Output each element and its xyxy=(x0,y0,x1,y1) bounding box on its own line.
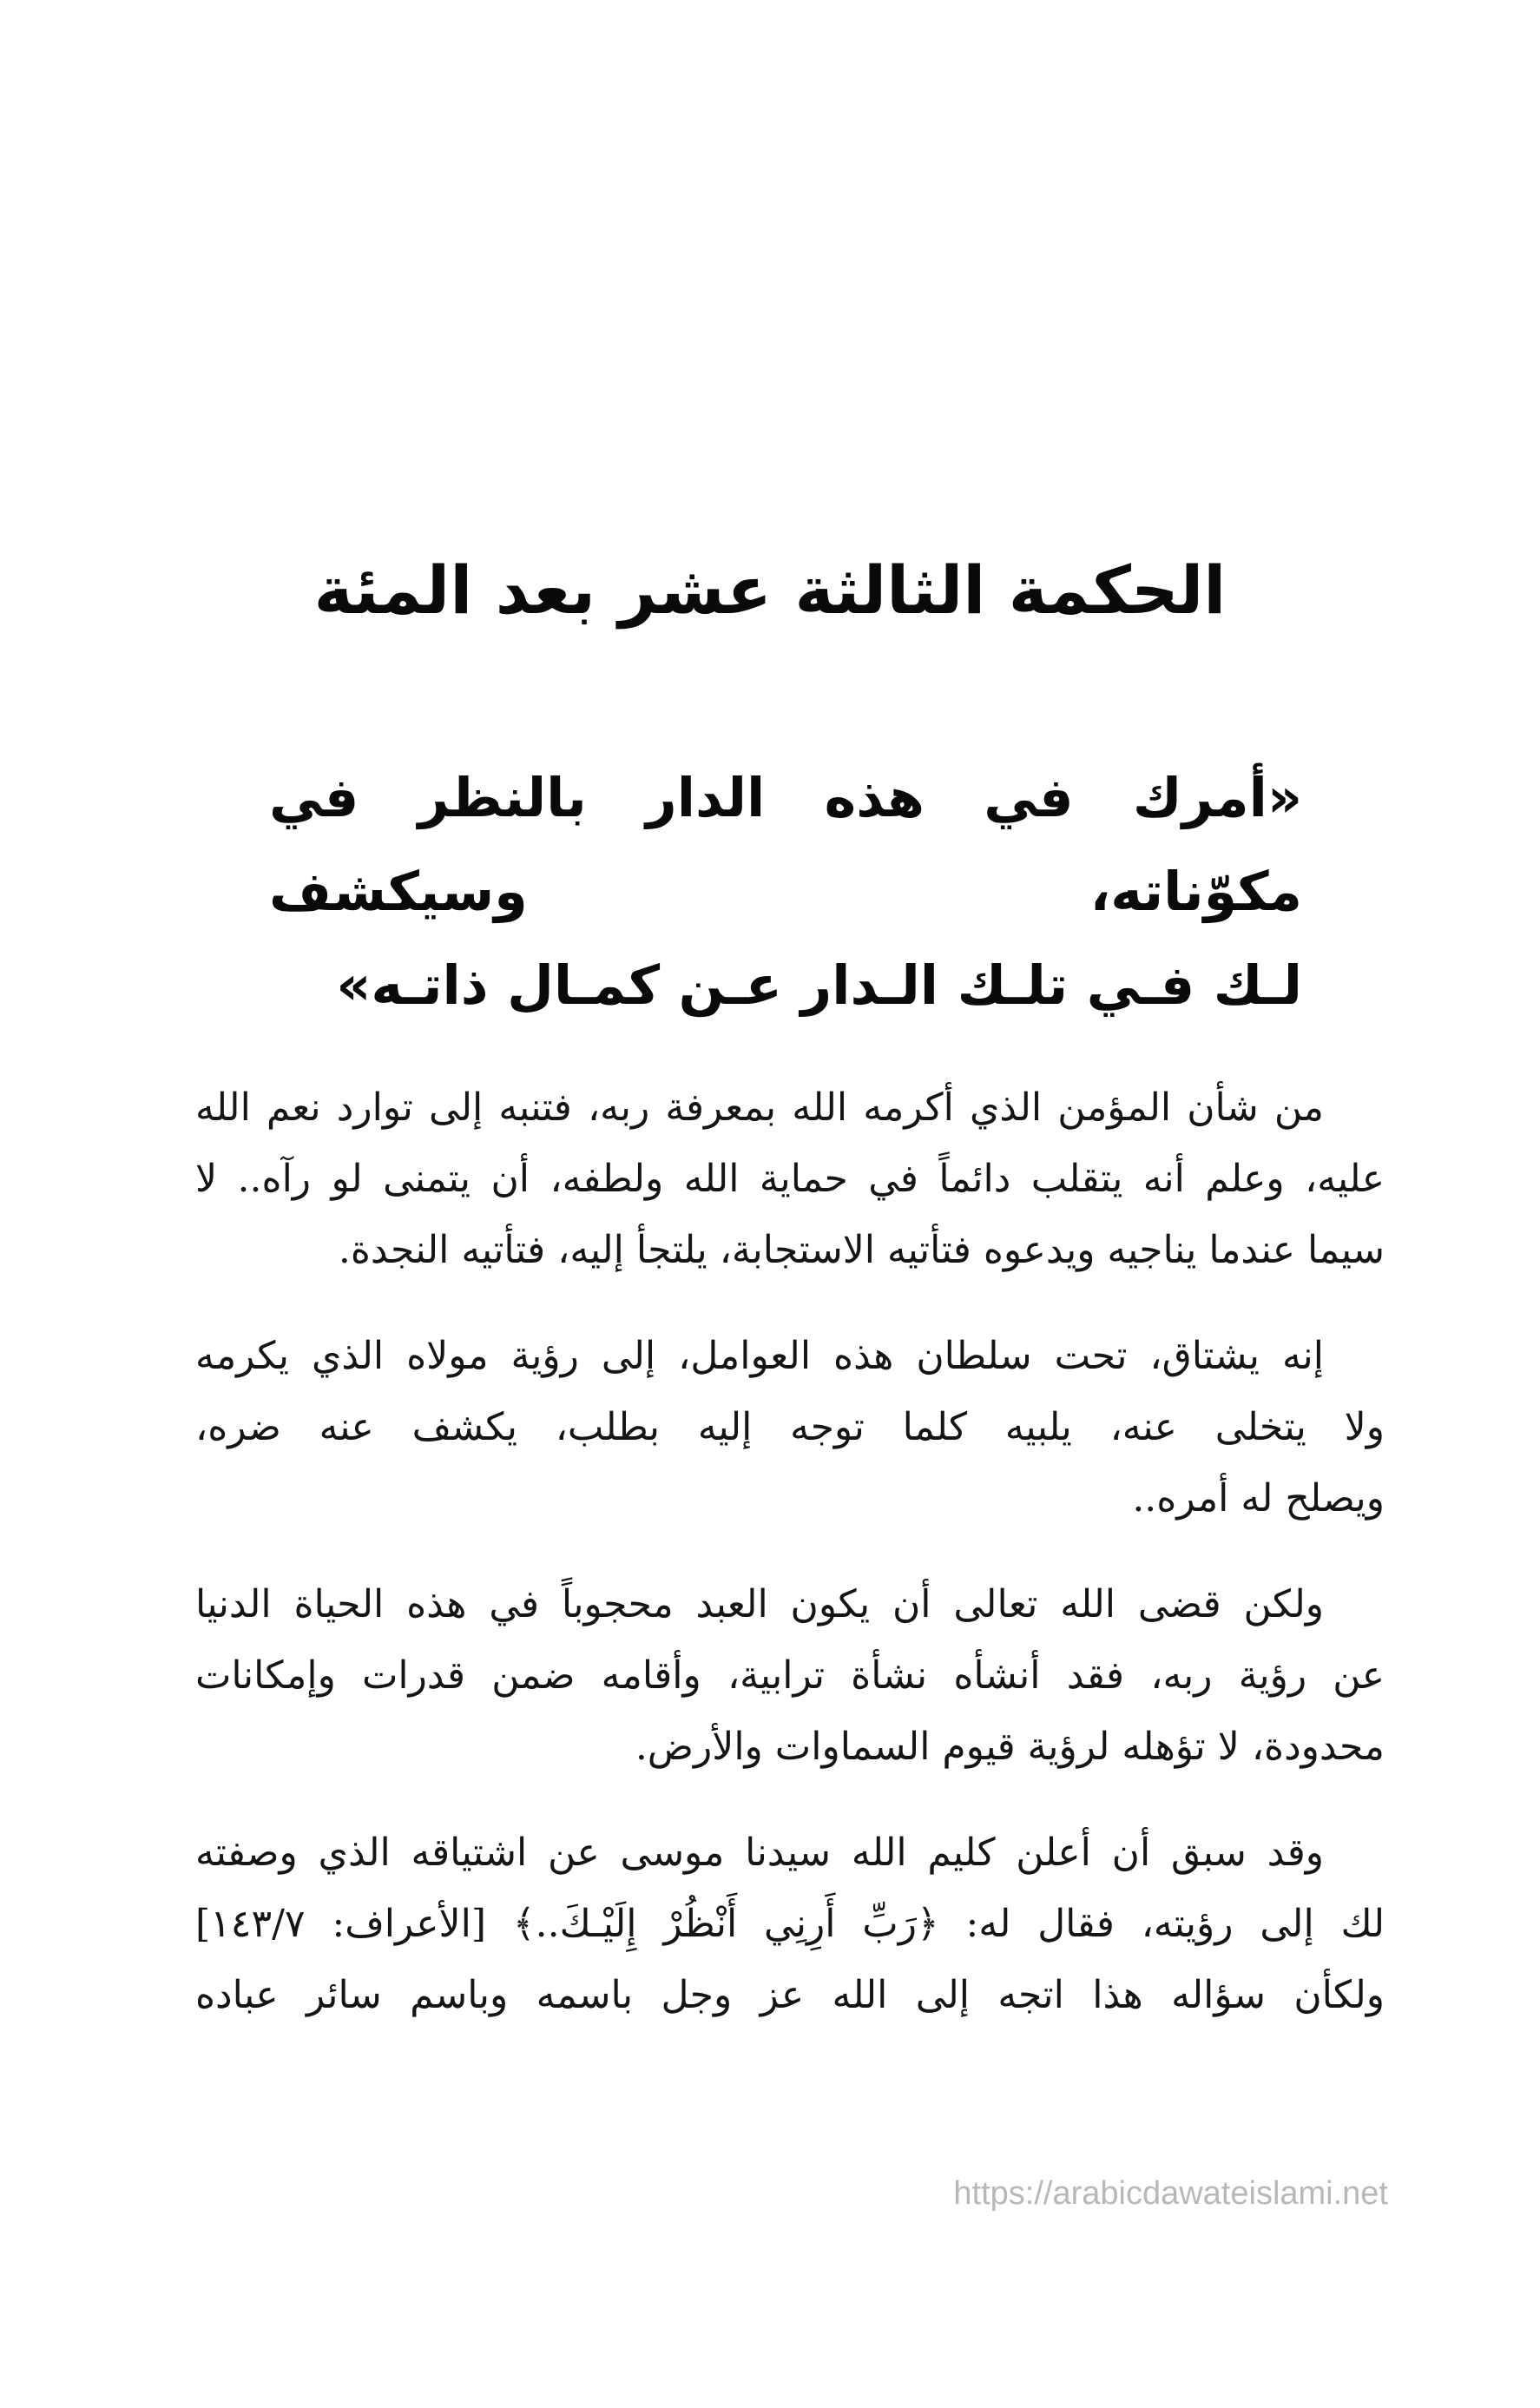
paragraph-line: ولا يتخلى عنه، يلبيه كلما توجه إليه بطلب، يكشف عنه ضره، xyxy=(195,1405,1385,1449)
paragraph xyxy=(195,1818,1385,2031)
body-text xyxy=(195,1072,1385,2066)
hikma-line: لـك فـي تلـك الـدار عـن كمـال ذاتـه» xyxy=(336,953,1302,1017)
watermark-url: https://arabicdawateislami.net xyxy=(953,2175,1388,2212)
paragraph xyxy=(195,1072,1385,1286)
paragraph-line: ولكأن سؤاله هذا اتجه إلى الله عز وجل باسمه وباسم سائر عباده xyxy=(195,1973,1385,2017)
paragraph-line: ويصلح له أمره.. xyxy=(1132,1476,1385,1521)
paragraph-line: عليه، وعلم أنه يتقلب دائماً في حماية الله ولطفه، أن يتمنى لو رآه.. لا xyxy=(195,1157,1385,1201)
paragraph-line: عن رؤية ربه، فقد أنشأه نشأة ترابية، وأقامه ضمن قدرات وإمكانات xyxy=(195,1653,1385,1698)
paragraph-line: وقد سبق أن أعلن كليم الله سيدنا موسى عن اشتياقه الذي وصفته xyxy=(195,1831,1324,1875)
paragraph-line: محدودة، لا تؤهله لرؤية قيوم السماوات والأرض. xyxy=(635,1725,1385,1769)
hikma-quote xyxy=(269,751,1302,1032)
paragraph xyxy=(195,1321,1385,1534)
paragraph-line: سيما عندما يناجيه ويدعوه فتأتيه الاستجابة، يلتجأ إليه، فتأتيه النجدة. xyxy=(338,1228,1385,1272)
paragraph-line: من شأن المؤمن الذي أكرمه الله بمعرفة ربه، فتنبه إلى توارد نعم الله xyxy=(195,1085,1324,1130)
paragraph-line: إنه يشتاق، تحت سلطان هذه العوامل، إلى رؤية مولاه الذي يكرمه xyxy=(195,1334,1324,1378)
paragraph-line: ولكن قضى الله تعالى أن يكون العبد محجوباً في هذه الحياة الدنيا xyxy=(195,1582,1324,1626)
hikma-line: «أمرك في هذه الدار بالنظر في مكوّناته، وسيكشف xyxy=(269,766,1302,923)
paragraph-line: لك إلى رؤيته، فقال له: ﴿رَبِّ أَرِنِي أَنْظُرْ إِلَيْـكَ..﴾ [الأعراف: ١٤٣/٧] xyxy=(195,1902,1385,1946)
chapter-title: الحكمة الثالثة عشر بعد المئة xyxy=(313,551,1227,629)
paragraph xyxy=(195,1569,1385,1783)
